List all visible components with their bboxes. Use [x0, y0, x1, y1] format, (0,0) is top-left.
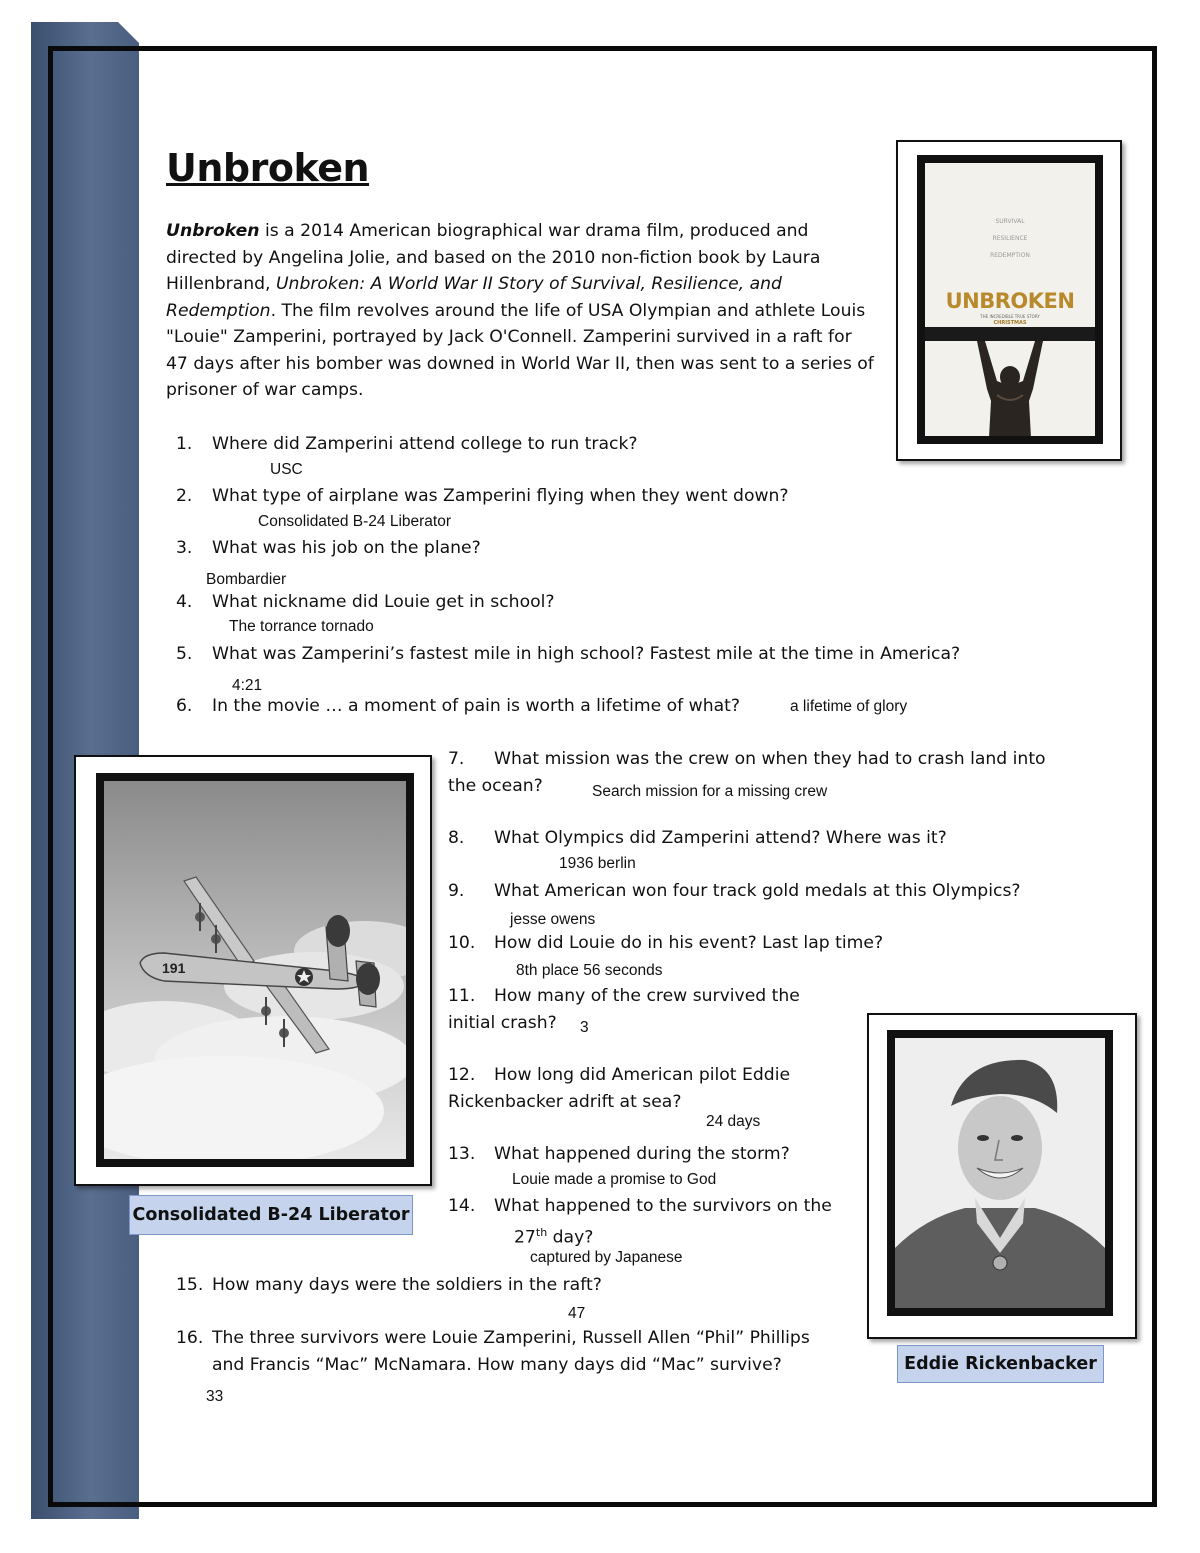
question-11: 11. How many of the crew survived the initial crash?: [448, 986, 800, 1033]
question-4: 4. What nickname did Louie get in school?: [176, 592, 555, 612]
question-2: 2. What type of airplane was Zamperini flying when they went down?: [176, 486, 789, 506]
answer-9: jesse owens: [510, 911, 596, 928]
intro-text-1: is a 2014 American biographical war drama film, produced and directed by Angelina Jolie, and based on the 2010 non-fiction book by Laura Hillenbrand,: [166, 221, 821, 294]
question-10: 10. How did Louie do in his event? Last lap time?: [448, 933, 884, 953]
answer-10: 8th place 56 seconds: [516, 962, 663, 979]
answer-13: Louie made a promise to God: [512, 1171, 717, 1188]
answer-5: 4:21: [232, 677, 263, 694]
portrait-photo-frame: [867, 1013, 1137, 1339]
answer-2: Consolidated B-24 Liberator: [258, 513, 452, 530]
intro-paragraph: [166, 218, 876, 404]
answer-16: 33: [206, 1388, 224, 1405]
question-14: 14. What happened to the survivors on the 27th day?: [448, 1196, 832, 1248]
question-6: 6. In the movie … a moment of pain is worth a lifetime of what?: [176, 696, 741, 716]
poster-title: UNBROKEN: [945, 289, 1075, 313]
answer-8: 1936 berlin: [559, 855, 636, 872]
poster-frame: [896, 140, 1122, 461]
answer-4: The torrance tornado: [229, 618, 374, 635]
answer-7: Search mission for a missing crew: [592, 783, 828, 800]
poster-tagline: SURVIVAL: [995, 218, 1025, 225]
answer-3: Bombardier: [206, 571, 287, 588]
poster-tagline: RESILIENCE: [992, 235, 1028, 242]
plane-caption: Consolidated B-24 Liberator: [129, 1195, 413, 1235]
answer-12: 24 days: [706, 1113, 761, 1130]
question-15: 15. How many days were the soldiers in the raft?: [176, 1275, 602, 1295]
plane-photo: [96, 773, 414, 1167]
question-9: 9. What American won four track gold medals at this Olympics?: [448, 881, 1021, 901]
answer-15: 47: [568, 1305, 586, 1322]
question-16: 16. The three survivors were Louie Zamperini, Russell Allen “Phil” Phillips and Francis “Mac” McNamara. How many days did “Mac” survive?: [176, 1328, 810, 1375]
poster-image: [917, 155, 1103, 444]
poster-subtitle: THE INCREDIBLE TRUE STORY: [980, 314, 1040, 319]
poster-beam: [917, 327, 1103, 341]
poster-figure-image: [925, 341, 1095, 438]
question-1: 1. Where did Zamperini attend college to run track?: [176, 434, 638, 454]
intro-text-2: . The film revolves around the life of USA Olympian and athlete Louis "Louie" Zamperini, portrayed by Jack O'Connell. Zamperini survived in a raft for 47 days after his bomber was downed in World War II, then was sent to a series of prisoner of war camps.: [166, 300, 874, 400]
intro-book-title: Unbroken: A World War II Story of Survival, Resilience, and Redemption: [166, 274, 782, 321]
page-title: Unbroken: [166, 146, 370, 190]
question-3: 3. What was his job on the plane?: [176, 538, 481, 558]
question-13: 13. What happened during the storm?: [448, 1144, 790, 1164]
portrait-photo: [887, 1030, 1113, 1316]
poster-release: CHRISTMAS: [993, 320, 1027, 326]
answer-11: 3: [580, 1019, 589, 1036]
sidebar-notch: [118, 22, 140, 44]
question-12: 12. How long did American pilot Eddie Rickenbacker adrift at sea?: [448, 1065, 791, 1112]
intro-film-title: Unbroken: [166, 221, 260, 241]
poster-tagline: REDEMPTION: [990, 252, 1030, 259]
plane-marking: 191: [162, 960, 186, 976]
plane-photo-frame: [74, 755, 432, 1186]
answer-6: a lifetime of glory: [790, 698, 908, 715]
portrait-caption: Eddie Rickenbacker: [897, 1345, 1104, 1383]
answer-14: captured by Japanese: [530, 1249, 683, 1266]
question-8: 8. What Olympics did Zamperini attend? Where was it?: [448, 828, 947, 848]
question-7: 7. What mission was the crew on when they had to crash land into the ocean?: [448, 749, 1046, 796]
answer-1: USC: [270, 461, 303, 478]
question-5: 5. What was Zamperini’s fastest mile in high school? Fastest mile at the time in America?: [176, 644, 961, 664]
